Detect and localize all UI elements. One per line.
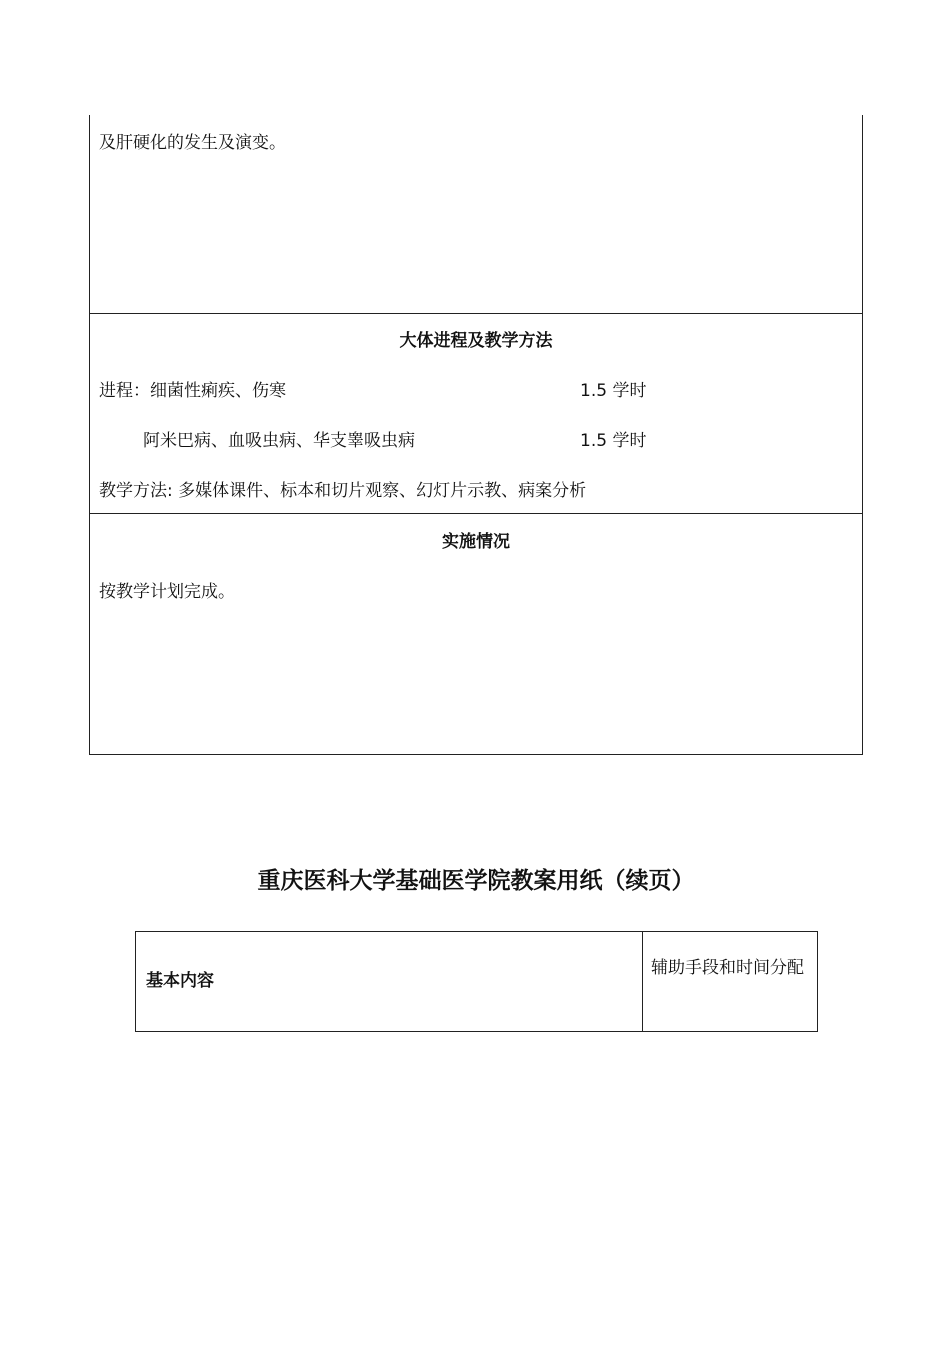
page-heading: 重庆医科大学基础医学院教案用纸（续页） (257, 867, 695, 894)
implementation-text: 按教学计划完成。 (99, 582, 235, 602)
section-divider (90, 313, 862, 314)
lesson-plan-table (89, 115, 863, 755)
progress-hours: 1.5 学时 (580, 431, 647, 451)
progress-hours: 1.5 学时 (580, 381, 647, 401)
aux-means-header: 辅助手段和时间分配 (651, 958, 804, 978)
section-divider (90, 513, 862, 514)
progress-topic: 阿米巴病、血吸虫病、华支睾吸虫病 (143, 431, 415, 451)
progress-row-1 (99, 381, 286, 401)
continuation-text: 及肝硬化的发生及演变。 (99, 133, 286, 153)
progress-section-title: 大体进程及教学方法 (399, 331, 553, 351)
implementation-section-title: 实施情况 (442, 532, 510, 552)
progress-label: 进程： (99, 381, 150, 401)
basic-content-header: 基本内容 (146, 971, 214, 991)
progress-topic: 细菌性痢疾、伤寒 (150, 381, 286, 401)
content-header-table (135, 931, 818, 1032)
column-divider (642, 932, 643, 1031)
teaching-methods: 教学方法: 多媒体课件、标本和切片观察、幻灯片示教、病案分析 (99, 481, 587, 501)
